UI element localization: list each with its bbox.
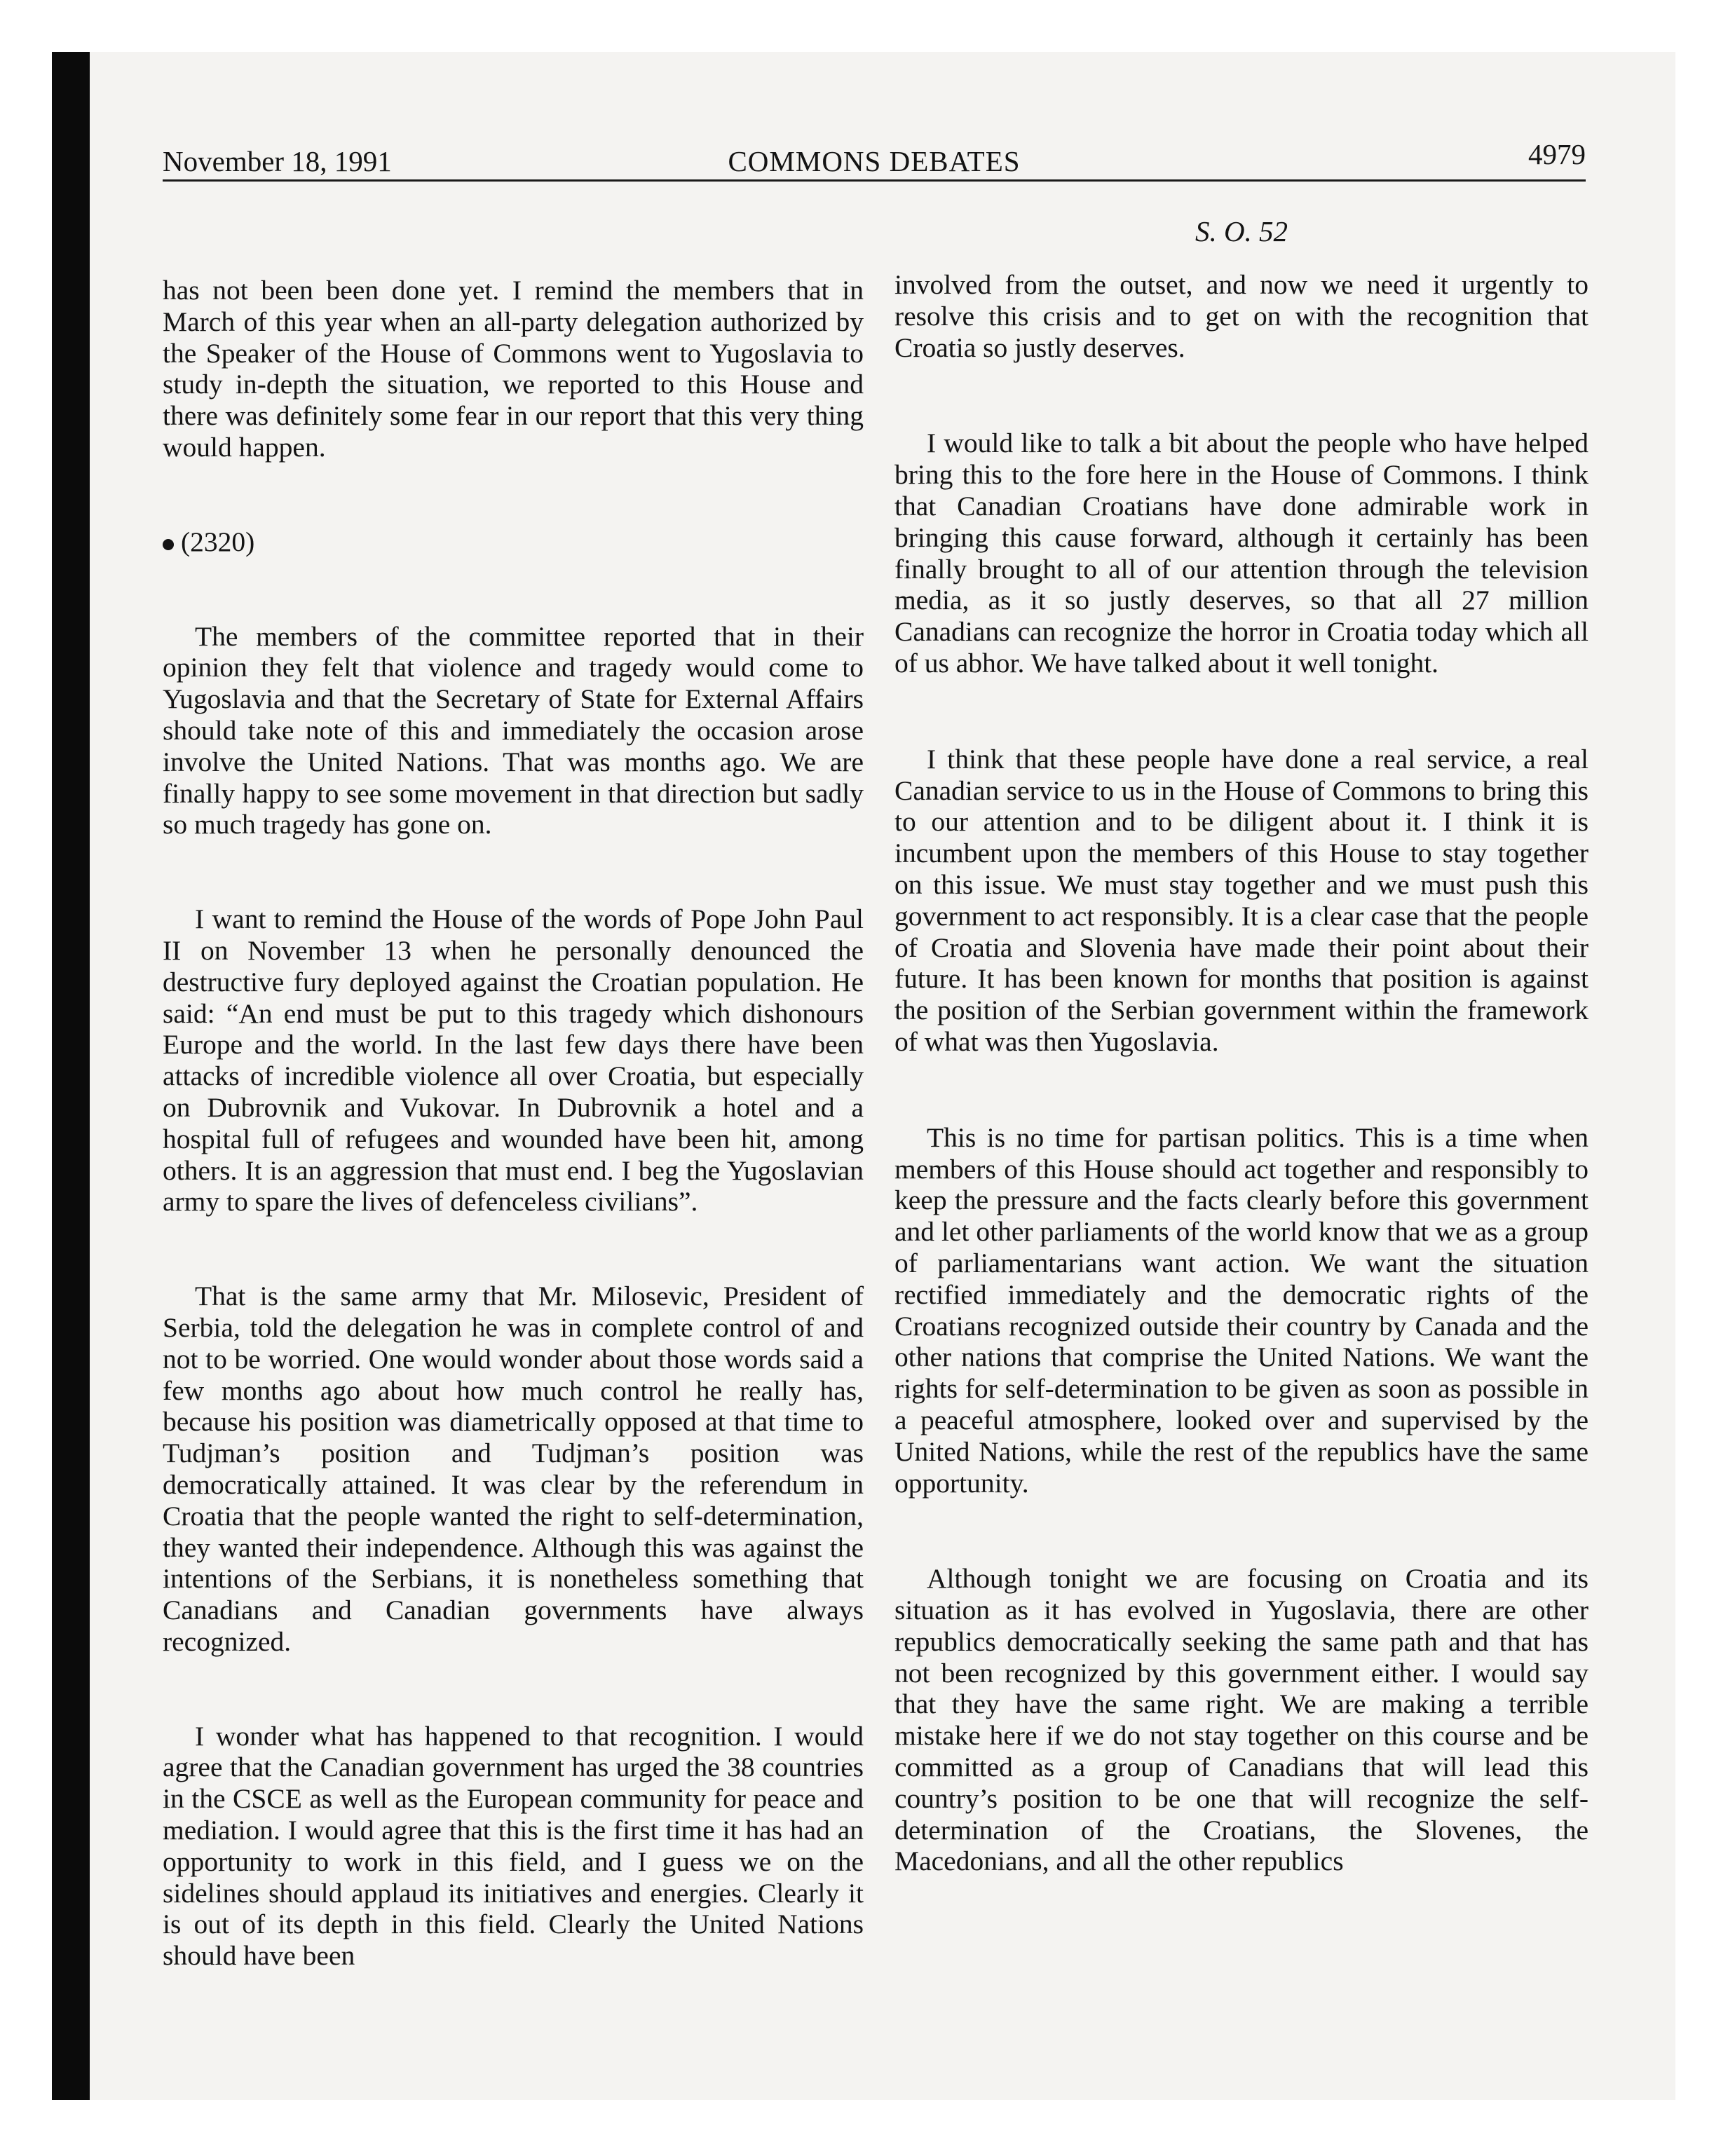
header-rule bbox=[163, 179, 1586, 182]
left-paragraph-3: I want to remind the House of the words of Pope John Paul II on November 13 when he personally denounced the destructive fury deployed against the Croatian population. He said: “An end must be put to this tragedy which dishonours Europe and the world. In the last few days there have been attacks of incredible violence all over Croatia, but especially on Dubrovnik and Vukovar. In Dubrovnik a hotel and a hospital full of refugees and wounded have been hit, among others. It is an aggression that must end. I beg the Yugoslavian army to spare the lives of defenceless civilians”. bbox=[163, 903, 864, 1217]
bullet-icon bbox=[163, 539, 174, 550]
right-paragraph-4: This is no time for partisan politics. This is a time when members of this House should act together and responsibly to keep the pressure and the facts clearly before this government and let other parliaments of the world know that we as a group of parliamentarians want action. We want the situation rectified immediately and the democratic rights of the Croatians recognized outside their country by Canada and the other nations that comprise the United Nations. We want the rights for self-determination to be given as soon as possible in a peaceful atmosphere, looked over and supervised by the United Nations, while the rest of the republics have the same opportunity. bbox=[894, 1121, 1588, 1499]
scan-edge-bar bbox=[52, 52, 90, 2100]
time-stamp bbox=[163, 526, 864, 558]
time-stamp-text: (2320) bbox=[181, 526, 255, 557]
right-paragraph-5: Although tonight we are focusing on Croatia and its situation as it has evolved in Yugoslavia, there are other republics democratically seeking the same path and that has not been recognized by this government either. I would say that they have the same right. We are making a terrible mistake here if we do not stay together on this course and be committed as a group of Canadians that will lead this country’s position to be one that will recognize the self-determination of the Croatians, the Slovenes, the Macedonians, and all the other republics bbox=[894, 1563, 1588, 1877]
header-page-number: 4979 bbox=[1528, 138, 1586, 170]
left-paragraph-4: That is the same army that Mr. Milosevic, President of Serbia, told the delegation he was in complete control of and not to be worried. One would wonder about those words said a few months ago about how much control he really has, because his position was diametrically opposed at that time to Tudjman’s position and Tudjman’s position was democratically attained. It was clear by the referendum in Croatia that the people wanted the right to self-determination, they wanted their independence. Although this was against the intentions of the Serbians, it is nonetheless something that Canadians and Canadian governments have always recognized. bbox=[163, 1281, 864, 1657]
section-heading: S. O. 52 bbox=[1195, 215, 1288, 247]
left-paragraph-2: The members of the committee reported that in their opinion they felt that violence and tragedy would come to Yugoslavia and that the Secretary of State for External Affairs should take note of this and immediately the occasion arose involve the United Nations. That was months ago. We are finally happy to see some movement in that direction but sadly so much tragedy has gone on. bbox=[163, 620, 864, 840]
right-paragraph-3: I think that these people have done a real service, a real Canadian service to us in the House of Commons to bring this to our attention and to be diligent about it. I think it is incumbent upon the members of this House to stay together on this issue. We must stay together and we must push this government to act responsibly. It is a clear case that the people of Croatia and Slovenia have made their point about their future. It has been known for months that position is against the position of the Serbian government within the framework of what was then Yugoslavia. bbox=[894, 743, 1588, 1057]
left-paragraph-5: I wonder what has happened to that recognition. I would agree that the Canadian government has urged the 38 countries in the CSCE as well as the European community for peace and mediation. I would agree that this is the first time it has had an opportunity to work in this field, and I guess we on the sidelines should applaud its initiatives and energies. Clearly it is out of its depth in this field. Clearly the United Nations should have been bbox=[163, 1720, 864, 1972]
left-paragraph-1: has not been been done yet. I remind the members that in March of this year when an all-party delegation authorized by the Speaker of the House of Commons went to Yugoslavia to study in-depth the situation, we reported to this House and there was definitely some fear in our report that this very thing would happen. bbox=[163, 275, 864, 463]
header-title: COMMONS DEBATES bbox=[728, 145, 1021, 177]
right-column bbox=[894, 269, 1588, 1877]
left-column bbox=[163, 275, 864, 1972]
right-paragraph-1: involved from the outset, and now we need it urgently to resolve this crisis and to get on with the recognition that Croatia so justly deserves. bbox=[894, 269, 1588, 363]
page-header bbox=[163, 137, 1586, 181]
header-date: November 18, 1991 bbox=[163, 145, 392, 177]
right-paragraph-2: I would like to talk a bit about the people who have helped bring this to the fore here in the House of Commons. I think that Canadian Croatians have done admirable work in bringing this cause forward, although it certainly has been finally brought to all of our attention through the television media, as it so justly deserves, so that all 27 million Canadians can recognize the horror in Croatia today which all of us abhor. We have talked about it well tonight. bbox=[894, 428, 1588, 678]
